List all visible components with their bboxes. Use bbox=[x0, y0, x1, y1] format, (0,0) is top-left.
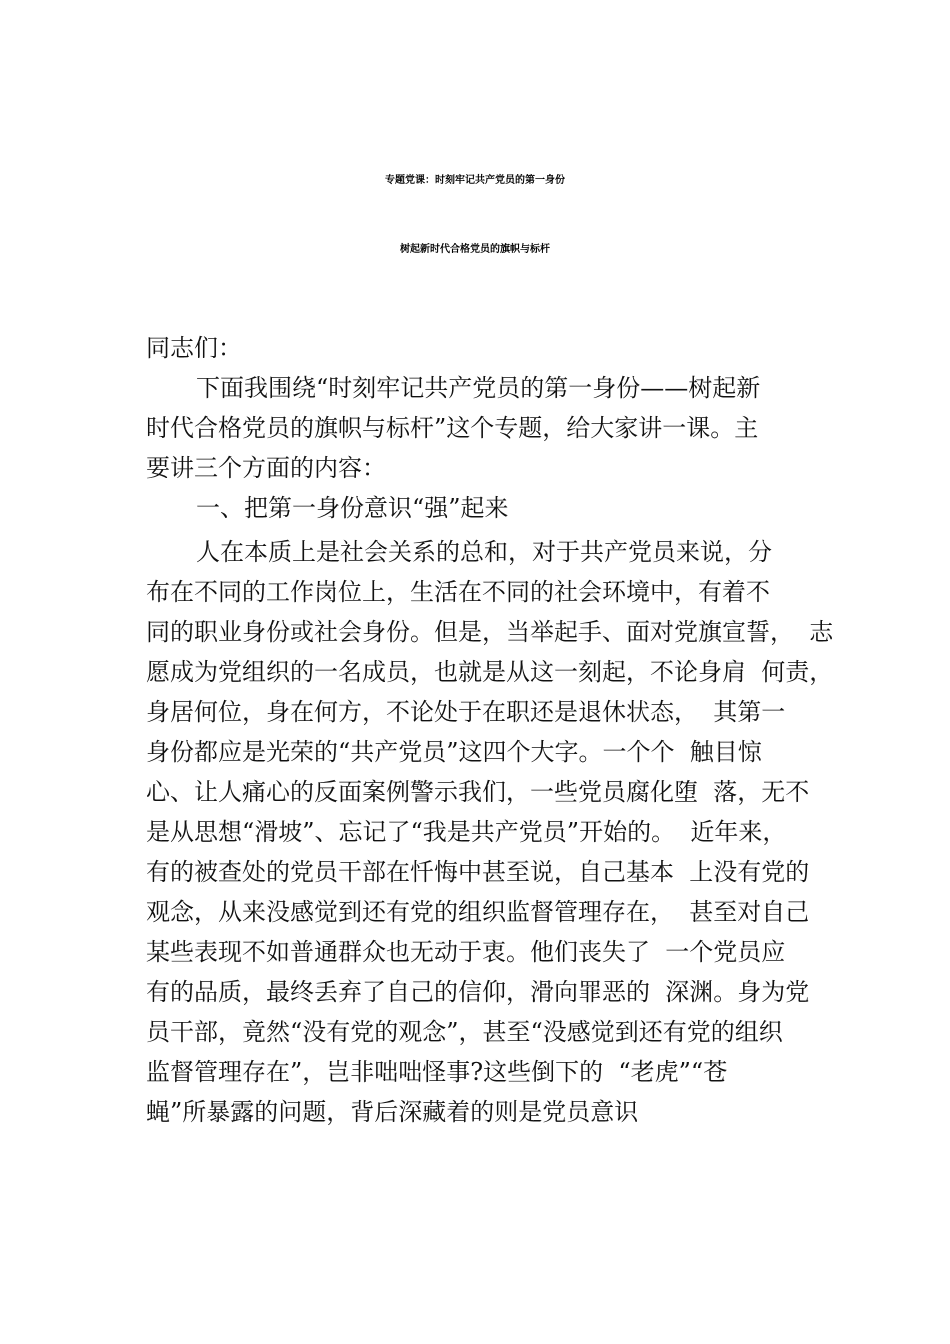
body-line: 员干部，竟然“没有党的观念”，甚至“没感觉到还有党的组织 bbox=[146, 1018, 783, 1046]
body-line: 观念，从来没感觉到还有党的组织监督管理存在， 甚至对自己 bbox=[146, 898, 810, 926]
document-title-line-2: 树起新时代合格党员的旗帜与标杆 bbox=[400, 244, 550, 255]
body-line: 时代合格党员的旗帜与标杆”这个专题，给大家讲一课。主 bbox=[146, 414, 759, 442]
body-line: 某些表现不如普通群众也无动于衷。他们丧失了 一个党员应 bbox=[146, 938, 786, 966]
body-line: 身份都应是光荣的“共产党员”这四个大字。一个个 触目惊 bbox=[146, 738, 762, 766]
body-line: 心、让人痛心的反面案例警示我们，一些党员腐化堕 落，无不 bbox=[146, 778, 810, 806]
section-heading: 一、把第一身份意识“强”起来 bbox=[196, 494, 509, 522]
body-line: 要讲三个方面的内容： bbox=[146, 454, 386, 482]
body-line: 同的职业身份或社会身份。但是，当举起手、面对党旗宣誓， 志 bbox=[146, 618, 834, 646]
body-line: 蝇”所暴露的问题，背后深藏着的则是党员意识 bbox=[146, 1098, 639, 1126]
body-line: 身居何位，身在何方，不论处于在职还是退休状态， 其第一 bbox=[146, 698, 786, 726]
body-line: 有的被查处的党员干部在忏悔中甚至说，自己基本 上没有党的 bbox=[146, 858, 810, 886]
body-line: 监督管理存在”，岂非咄咄怪事?这些倒下的 “老虎”“苍 bbox=[146, 1058, 728, 1086]
body-line: 有的品质，最终丢弃了自己的信仰，滑向罪恶的 深渊。身为党 bbox=[146, 978, 810, 1006]
document-title-line-1: 专题党课：时刻牢记共产党员的第一身份 bbox=[385, 175, 565, 186]
body-line: 布在不同的工作岗位上，生活在不同的社会环境中，有着不 bbox=[146, 578, 770, 606]
body-line: 愿成为党组织的一名成员，也就是从这一刻起，不论身肩 何责， bbox=[146, 658, 834, 686]
body-line: 人在本质上是社会关系的总和，对于共产党员来说，分 bbox=[196, 538, 772, 566]
body-line: 下面我围绕“时刻牢记共产党员的第一身份——树起新 bbox=[196, 374, 761, 402]
salutation: 同志们： bbox=[146, 334, 242, 362]
body-line: 是从思想“滑坡”、忘记了“我是共产党员”开始的。 近年来， bbox=[146, 818, 787, 846]
